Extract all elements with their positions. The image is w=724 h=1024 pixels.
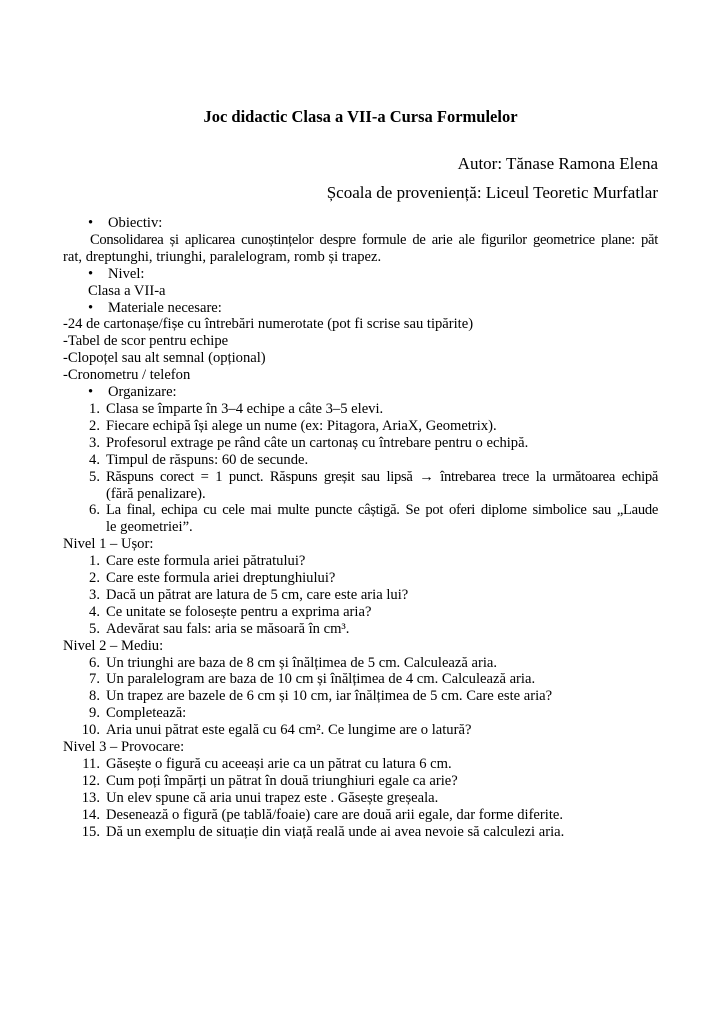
text-line: Clasa a VII-a: [88, 282, 166, 299]
list-item-text: Fiecare echipă își alege un nume (ex: Pitagora, AriaX, Geometrix).: [106, 417, 497, 434]
list-item: [63, 688, 658, 705]
list-item-text: Clasa se împarte în 3–4 echipe a câte 3–5 elevi.: [106, 400, 384, 417]
list-item-number: 3.: [89, 586, 100, 603]
list-item-number: 14.: [81, 806, 100, 823]
list-item: [63, 807, 658, 824]
bullet-marker-icon: •: [88, 215, 94, 231]
text-line: -Tabel de scor pentru echipe: [63, 333, 229, 350]
list-item-number: 3.: [89, 434, 100, 451]
list-item-text: Un triunghi are baza de 8 cm și înălțimea de 5 cm. Calculează aria.: [106, 654, 498, 671]
list-item-number: 8.: [89, 688, 100, 705]
list-item-text: Dacă un pătrat are latura de 5 cm, care este aria lui?: [106, 586, 409, 603]
bullet-item: [63, 215, 658, 232]
document-title: Joc didactic Clasa a VII-a Cursa Formulelor: [203, 107, 518, 126]
bullet-label: Materiale necesare:: [108, 299, 222, 316]
list-item-number: 4.: [89, 451, 100, 468]
list-item-text: Timpul de răspuns: 60 de secunde.: [106, 451, 309, 468]
list-item: [63, 773, 658, 790]
list-item: [63, 756, 658, 773]
list-item-text: Profesorul extrage pe rând câte un cartonaș cu întrebare pentru o echipă.: [106, 434, 529, 451]
list-item: [63, 553, 658, 570]
bullet-label: Obiectiv:: [108, 215, 163, 231]
list-item: [63, 655, 658, 672]
list-item-number: 1.: [89, 553, 100, 570]
level-heading: Nivel 1 – Ușor:: [63, 536, 154, 553]
list-item: [63, 621, 658, 638]
text-line: -Cronometru / telefon: [63, 367, 191, 384]
bullet-item: [63, 266, 658, 283]
list-item-number: 7.: [89, 671, 100, 688]
list-item-number: 10.: [81, 722, 100, 739]
list-item-number: 9.: [89, 705, 100, 722]
author-line: Autor: Tănase Ramona Elena: [457, 154, 658, 173]
list-item-text: Un trapez are bazele de 6 cm și 10 cm, iar înălțimea de 5 cm. Care este aria?: [106, 688, 553, 705]
list-item: [63, 418, 658, 435]
list-item-line: Răspuns corect = 1 punct. Răspuns greșit sau lipsă → întrebarea trece la următoarea echipă: [106, 468, 658, 485]
bullet-item: [63, 384, 658, 401]
list-item: [63, 570, 658, 587]
list-item-number: 11.: [82, 756, 100, 772]
list-item-number: 15.: [81, 823, 100, 840]
list-item: [63, 502, 658, 536]
list-item-number: 4.: [89, 603, 100, 620]
bullet-label: Nivel:: [108, 265, 145, 282]
list-item: [63, 469, 658, 503]
list-item-text: [106, 469, 658, 503]
paragraph-line: Consolidarea și aplicarea cunoștințelor despre formule de arie ale figurilor geometrice plane: păt: [90, 231, 658, 248]
list-item-line: le geometriei”.: [106, 519, 193, 536]
list-item: [63, 790, 658, 807]
bullet-marker-icon: •: [88, 265, 94, 282]
list-item-number: 6.: [89, 502, 100, 519]
list-item-text: Un elev spune că aria unui trapez este . Găsește greșeala.: [106, 789, 439, 806]
bullet-item: [63, 300, 658, 317]
bullet-label: Organizare:: [108, 384, 177, 401]
list-item-number: 5.: [89, 620, 100, 637]
list-item: [63, 722, 658, 739]
list-item-number: 2.: [89, 570, 100, 587]
level-heading: Nivel 3 – Provocare:: [63, 739, 185, 756]
text-line: -Clopoțel sau alt semnal (opțional): [63, 350, 266, 367]
paragraph-line: rat, dreptunghi, triunghi, paralelogram, romb și trapez.: [63, 248, 382, 265]
list-item-text: Dă un exemplu de situație din viață reală unde ai avea nevoie să calculezi aria.: [106, 823, 565, 840]
list-item-text: Completează:: [106, 705, 187, 722]
document-body: [63, 215, 658, 841]
list-item: [63, 671, 658, 688]
list-item-text: Aria unui pătrat este egală cu 64 cm². Ce lungime are o latură?: [106, 722, 472, 739]
list-item-text: Un paralelogram are baza de 10 cm și înălțimea de 4 cm. Calculează aria.: [106, 671, 536, 688]
list-item: [63, 824, 658, 841]
list-item: [63, 587, 658, 604]
list-item: [63, 705, 658, 722]
list-item-text: Care este formula ariei pătratului?: [106, 553, 306, 570]
list-item-line: (fără penalizare).: [106, 485, 206, 502]
bullet-marker-icon: •: [88, 299, 94, 316]
list-item-text: Cum poți împărți un pătrat în două triunghiuri egale ca arie?: [106, 772, 458, 789]
list-item: [63, 604, 658, 621]
bullet-marker-icon: •: [88, 384, 94, 401]
list-item-text: Adevărat sau fals: aria se măsoară în cm³.: [106, 620, 350, 637]
list-item-text: Desenează o figură (pe tablă/foaie) care are două arii egale, dar forme diferite.: [106, 806, 563, 823]
list-item-number: 2.: [89, 417, 100, 434]
list-item-number: 5.: [89, 468, 100, 485]
list-item-number: 13.: [81, 789, 100, 806]
level-heading: Nivel 2 – Mediu:: [63, 637, 164, 654]
list-item-text: [106, 502, 658, 536]
list-item-text: Ce unitate se folosește pentru a exprima aria?: [106, 603, 372, 620]
school-line: Școala de proveniență: Liceul Teoretic Murfatlar: [326, 183, 658, 202]
list-item: [63, 452, 658, 469]
list-item-text: Găsește o figură cu aceeași arie ca un pătrat cu latura 6 cm.: [106, 756, 452, 772]
list-item: [63, 435, 658, 452]
list-item-line: La final, echipa cu cele mai multe puncte câștigă. Se pot oferi diplome simbolice sau „Laude: [106, 502, 658, 519]
text-line: -24 de cartonașe/fișe cu întrebări numerotate (pot fi scrise sau tipărite): [63, 316, 474, 333]
list-item-number: 6.: [89, 654, 100, 671]
list-item-text: Care este formula ariei dreptunghiului?: [106, 570, 336, 587]
list-item-number: 1.: [89, 400, 100, 417]
list-item: [63, 401, 658, 418]
list-item-number: 12.: [81, 772, 100, 789]
